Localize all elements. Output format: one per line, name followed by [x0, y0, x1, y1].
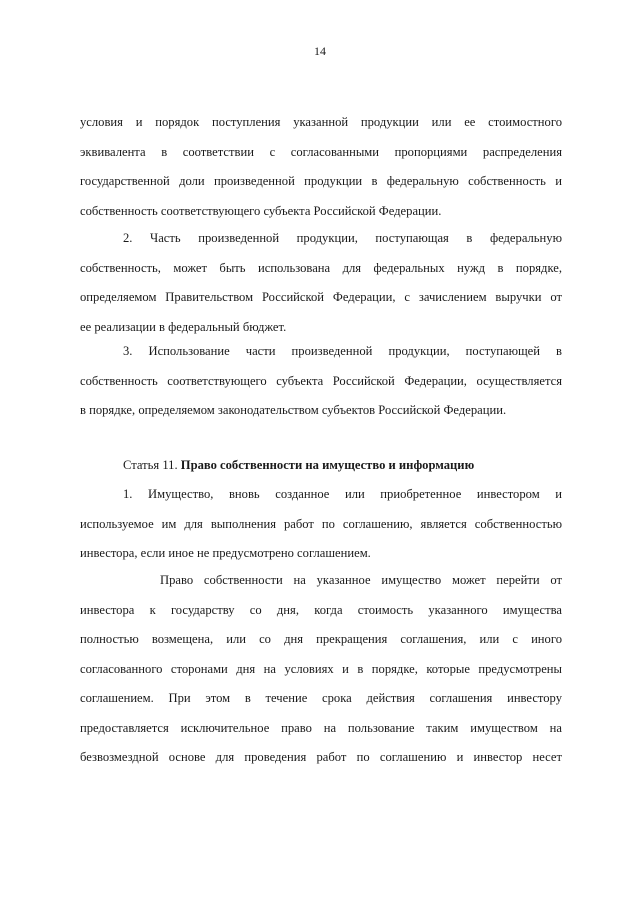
article-heading [123, 451, 474, 481]
article-title: Право собственности на имущество и информацию [180, 458, 475, 472]
paragraph-line: инвестора, если иное не предусмотрено соглашением. [80, 546, 371, 560]
paragraph-line: 3. Использование части произведенной продукции, поступающей в [123, 344, 562, 358]
paragraph-line: собственность соответствующего субъекта Российской Федерации. [80, 203, 442, 218]
paragraph-5 [80, 566, 562, 773]
paragraph-2 [80, 224, 562, 342]
paragraph-line: Право собственности на указанное имущество может перейти от [160, 573, 562, 587]
paragraph-3 [80, 337, 562, 426]
paragraph-line: собственность, может быть использована для федеральных нужд в порядке, [80, 260, 562, 275]
paragraph-line: предоставляется исключительное право на пользование таким имуществом на [80, 720, 562, 735]
page-number: 14 [314, 44, 326, 58]
paragraph-line: используемое им для выполнения работ по соглашению, является собственностью [80, 516, 562, 531]
paragraph-line: в порядке, определяемом законодательством субъектов Российской Федерации. [80, 403, 507, 417]
paragraph-1 [80, 108, 562, 226]
paragraph-line: полностью возмещена, или со дня прекращения соглашения, или с иного [80, 632, 562, 646]
paragraph-line: условия и порядок поступления указанной продукции или ее стоимостного [80, 115, 562, 129]
paragraph-line: инвестора к государству со дня, когда стоимость указанного имущества [80, 602, 562, 617]
paragraph-line: 2. Часть произведенной продукции, поступающая в федеральную [123, 231, 562, 245]
paragraph-4 [80, 480, 562, 569]
paragraph-line: эквивалента в соответствии с согласованными пропорциями распределения [80, 144, 562, 159]
article-label: Статья 11. [123, 458, 178, 472]
paragraph-line: собственность соответствующего субъекта Российской Федерации, осуществляется [80, 373, 562, 388]
paragraph-line: соглашением. При этом в течение срока действия соглашения инвестору [80, 691, 562, 705]
paragraph-line: согласованного сторонами дня на условиях и в порядке, которые предусмотрены [80, 661, 562, 676]
paragraph-line: государственной доли произведенной продукции в федеральную собственность и [80, 174, 562, 188]
paragraph-line: ее реализации в федеральный бюджет. [80, 319, 287, 334]
paragraph-line: безвозмездной основе для проведения работ по соглашению и инвестор несет [80, 750, 562, 764]
paragraph-line: 1. Имущество, вновь созданное или приобретенное инвестором и [123, 487, 562, 501]
paragraph-line: определяемом Правительством Российской Федерации, с зачислением выручки от [80, 290, 562, 304]
